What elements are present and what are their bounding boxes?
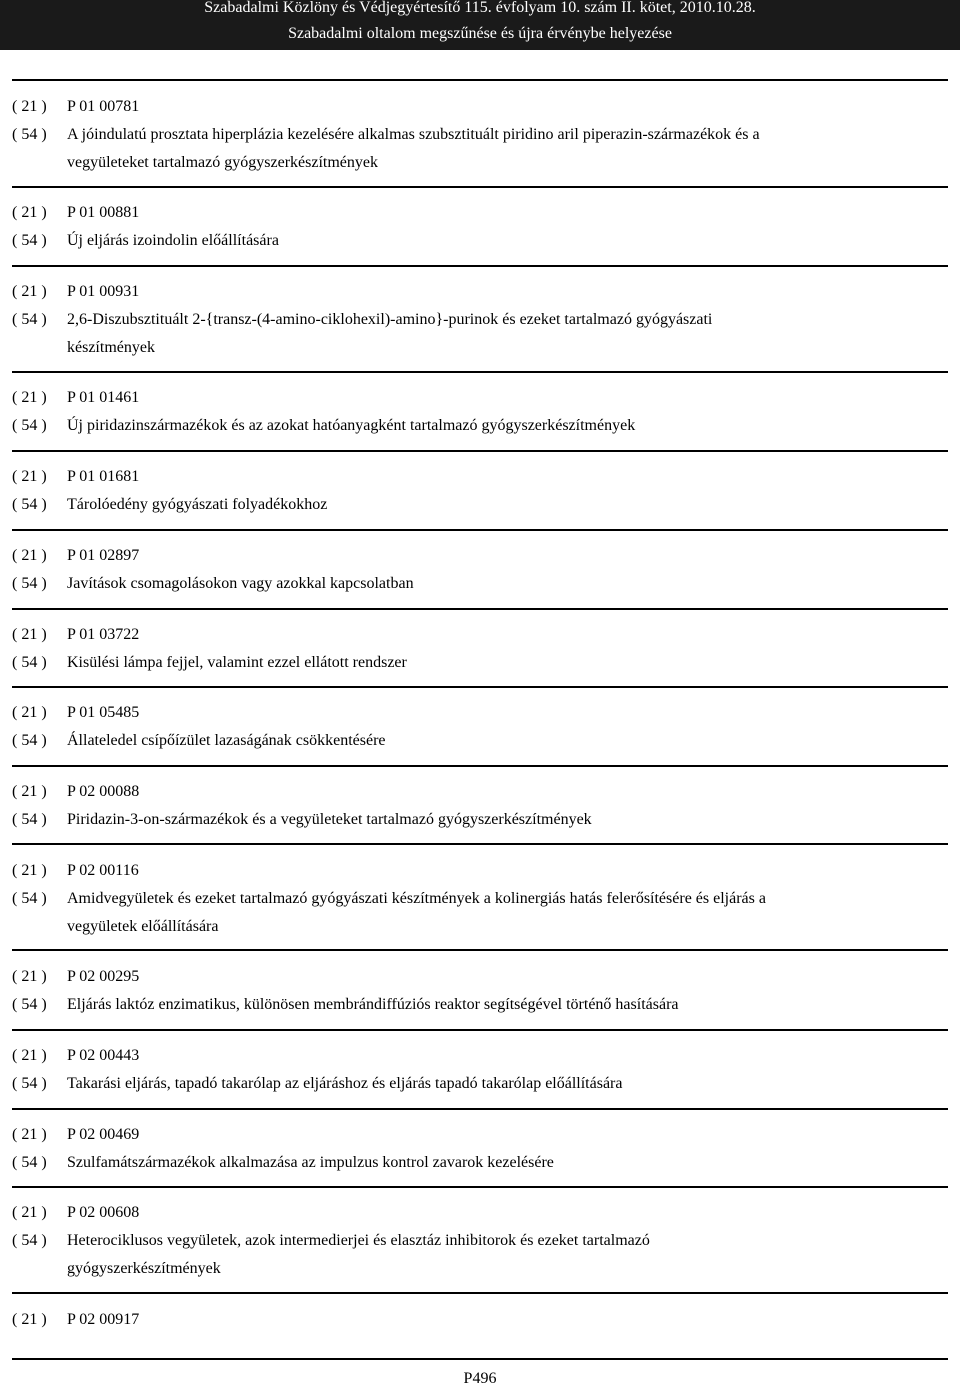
inid-code-21: ( 21 ): [12, 468, 47, 485]
inid-code-21: ( 21 ): [12, 389, 47, 406]
inid-code-54: ( 54 ): [12, 232, 47, 249]
invention-title: Új piridazinszármazékok és az azokat hatóanyagként tartalmazó gyógyszerkészítmények: [67, 417, 636, 434]
inid-code-21: ( 21 ): [12, 783, 47, 800]
invention-title: Szulfamátszármazékok alkalmazása az impulzus kontrol zavarok kezelésére: [67, 1154, 554, 1171]
invention-title-continued: vegyületeket tartalmazó gyógyszerkészítmények: [67, 154, 378, 171]
invention-title: Kisülési lámpa fejjel, valamint ezzel ellátott rendszer: [67, 654, 407, 671]
footer-rule: [12, 1358, 948, 1360]
inid-code-54: ( 54 ): [12, 1232, 47, 1249]
application-number: P 01 03722: [67, 626, 140, 643]
invention-title: Takarási eljárás, tapadó takarólap az eljáráshoz és eljárás tapadó takarólap előállítására: [67, 1075, 623, 1092]
invention-title: Eljárás laktóz enzimatikus, különösen membrándiffúziós reaktor segítségével történő hasítására: [67, 996, 679, 1013]
inid-code-54: ( 54 ): [12, 1075, 47, 1092]
invention-title: Amidvegyületek és ezeket tartalmazó gyógyászati készítmények a kolinergiás hatás felerősítésére és eljárás a: [67, 890, 766, 907]
application-number: P 02 00088: [67, 783, 140, 800]
inid-code-21: ( 21 ): [12, 862, 47, 879]
application-number: P 01 00931: [67, 283, 140, 300]
application-number: P 02 00917: [67, 1311, 140, 1328]
invention-title: Tárolóedény gyógyászati folyadékokhoz: [67, 496, 328, 513]
application-number: P 01 01681: [67, 468, 140, 485]
entry-divider: [12, 1108, 948, 1110]
page-header: [0, 0, 960, 50]
inid-code-21: ( 21 ): [12, 968, 47, 985]
application-number: P 02 00608: [67, 1204, 140, 1221]
entry-divider: [12, 608, 948, 610]
inid-code-21: ( 21 ): [12, 1204, 47, 1221]
application-number: P 02 00469: [67, 1126, 140, 1143]
entry-divider: [12, 686, 948, 688]
invention-title: 2,6-Diszubsztituált 2-{transz-(4-amino-ciklohexil)-amino}-purinok és ezeket tartalmazó gyógyászati: [67, 311, 713, 328]
inid-code-21: ( 21 ): [12, 98, 47, 115]
entry-divider: [12, 1186, 948, 1188]
entry-divider: [12, 1292, 948, 1294]
inid-code-21: ( 21 ): [12, 1126, 47, 1143]
entry-divider: [12, 765, 948, 767]
inid-code-21: ( 21 ): [12, 1311, 47, 1328]
inid-code-54: ( 54 ): [12, 311, 47, 328]
page-number: P496: [463, 1370, 497, 1387]
application-number: P 01 00881: [67, 204, 140, 221]
inid-code-54: ( 54 ): [12, 811, 47, 828]
invention-title: Heterociklusos vegyületek, azok intermedierjei és elasztáz inhibitorok és ezeket tartalmazó: [67, 1232, 650, 1249]
inid-code-21: ( 21 ): [12, 1047, 47, 1064]
invention-title: Javítások csomagolásokon vagy azokkal kapcsolatban: [67, 575, 414, 592]
inid-code-21: ( 21 ): [12, 547, 47, 564]
inid-code-54: ( 54 ): [12, 126, 47, 143]
entry-divider: [12, 529, 948, 531]
inid-code-21: ( 21 ): [12, 704, 47, 721]
invention-title-continued: vegyületek előállítására: [67, 918, 219, 935]
inid-code-54: ( 54 ): [12, 654, 47, 671]
inid-code-21: ( 21 ): [12, 204, 47, 221]
inid-code-54: ( 54 ): [12, 890, 47, 907]
inid-code-54: ( 54 ): [12, 417, 47, 434]
inid-code-21: ( 21 ): [12, 283, 47, 300]
journal-title: Szabadalmi Közlöny és Védjegyértesítő 115. évfolyam 10. szám II. kötet, 2010.10.28.: [204, 0, 756, 16]
entry-divider: [12, 186, 948, 188]
application-number: P 02 00443: [67, 1047, 140, 1064]
entry-divider: [12, 1029, 948, 1031]
entry-divider: [12, 265, 948, 267]
inid-code-54: ( 54 ): [12, 732, 47, 749]
invention-title-continued: készítmények: [67, 339, 155, 356]
invention-title: A jóindulatú prosztata hiperplázia kezelésére alkalmas szubsztituált piridino aril piperazin-származékok és a: [67, 126, 760, 143]
entry-divider: [12, 843, 948, 845]
invention-title: Új eljárás izoindolin előállítására: [67, 232, 279, 249]
entry-divider: [12, 450, 948, 452]
application-number: P 01 05485: [67, 704, 140, 721]
entry-divider: [12, 79, 948, 81]
inid-code-54: ( 54 ): [12, 1154, 47, 1171]
inid-code-54: ( 54 ): [12, 575, 47, 592]
application-number: P 01 01461: [67, 389, 140, 406]
section-title: Szabadalmi oltalom megszűnése és újra érvénybe helyezése: [288, 25, 672, 42]
inid-code-54: ( 54 ): [12, 496, 47, 513]
application-number: P 02 00116: [67, 862, 139, 879]
invention-title: Piridazin-3-on-származékok és a vegyületeket tartalmazó gyógyszerkészítmények: [67, 811, 592, 828]
entry-divider: [12, 371, 948, 373]
inid-code-54: ( 54 ): [12, 996, 47, 1013]
invention-title: Állateledel csípőízület lazaságának csökkentésére: [67, 732, 386, 749]
application-number: P 02 00295: [67, 968, 140, 985]
invention-title-continued: gyógyszerkészítmények: [67, 1260, 221, 1277]
entry-divider: [12, 949, 948, 951]
application-number: P 01 00781: [67, 98, 140, 115]
inid-code-21: ( 21 ): [12, 626, 47, 643]
application-number: P 01 02897: [67, 547, 140, 564]
